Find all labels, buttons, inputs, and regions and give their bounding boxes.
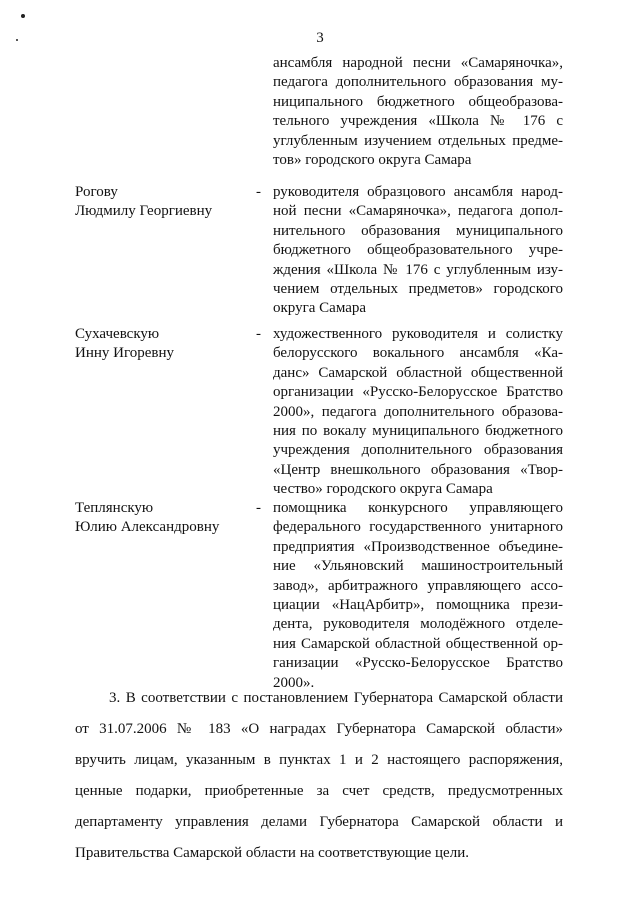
text-line: ансамбля народной песни «Самаряночка», (273, 55, 563, 71)
text-line: учреждения дополнительного образования (273, 442, 563, 459)
awardee-name-line: Сухачевскую (75, 326, 160, 342)
text-line: ждения «Школа № 176 с углубленным изу- (273, 261, 563, 278)
resolution-paragraph-3 (75, 683, 563, 869)
awardee-name (75, 325, 240, 364)
text-line: чество» городского округа Самара (273, 481, 493, 498)
text-line: «Центр внешкольного образования «Твор- (273, 461, 563, 478)
text-line: ния по вокалу муниципального бюджетного (273, 422, 563, 439)
text-line: помощника конкурсного управляющего (273, 500, 563, 516)
scan-speck (21, 14, 25, 18)
text-line: департаменту управления делами Губернатора Самарской области и (75, 814, 563, 830)
text-line: округа Самара (273, 300, 367, 317)
text-line: от 31.07.2006 № 183 «О наградах Губернатора Самарской области» (75, 721, 563, 737)
entry-dash: - (256, 326, 261, 342)
entry-dash: - (256, 500, 261, 516)
awardee-name-line: Юлию Александровну (75, 519, 220, 536)
text-line: чением отдельных предметов» городского (273, 280, 563, 297)
awardee-description (273, 499, 563, 693)
awardee-name-line: Теплянскую (75, 500, 154, 516)
awardee-name-line: Людмилу Георгиевну (75, 203, 213, 220)
text-line: ганизации «Русско-Белорусское Братство (273, 655, 563, 672)
text-line: 3. В соответствии с постановлением Губернатора Самарской области (109, 690, 563, 706)
text-line: углубленным изучением отдельных предме- (273, 132, 563, 149)
continuation-text (273, 54, 563, 170)
text-line: ния Самарской областной общественной ор- (273, 635, 563, 652)
text-line: федерального государственного унитарного (273, 519, 563, 536)
text-line: вручить лицам, указанным в пунктах 1 и 2 настоящего распоряжения, (75, 752, 563, 768)
text-line: бюджетного общеобразовательного учре- (273, 242, 563, 259)
awardee-name-line: Инну Игоревну (75, 345, 175, 362)
text-line: Правительства Самарской области на соответствующие цели. (75, 845, 469, 861)
text-line: ной песни «Самаряночка», педагога допол- (273, 203, 563, 220)
text-line: предприятия «Производственное объедине- (273, 538, 563, 555)
text-line: руководителя образцового ансамбля народ- (273, 184, 563, 200)
text-line: циации «НацАрбитр», помощника прези- (273, 596, 563, 613)
entry-dash: - (256, 184, 261, 200)
text-line: завод», арбитражного управляющего ассо- (273, 577, 563, 594)
text-line: белорусского вокального ансамбля «Ка- (273, 345, 563, 362)
text-line: дента, руководителя молодёжного отделе- (273, 616, 563, 633)
awardee-description (273, 325, 563, 500)
text-line: организации «Русско-Белорусское Братство (273, 384, 563, 401)
awardee-description (273, 183, 563, 319)
text-line: ниципального бюджетного общеобразова- (273, 93, 563, 110)
text-line: тов» городского округа Самара (273, 151, 472, 168)
text-line: тельного учреждения «Школа № 176 с (273, 113, 563, 130)
awardee-name-line: Рогову (75, 184, 118, 200)
text-line: ние «Ульяновский машиностроительный (273, 558, 563, 575)
text-line: художественного руководителя и солистку (273, 326, 563, 342)
awardee-name (75, 499, 240, 538)
text-line: ценные подарки, приобретенные за счет средств, предусмотренных (75, 783, 563, 799)
text-line: данс» Самарской областной общественной (273, 364, 563, 381)
text-line: 2000», педагога дополнительного образова- (273, 403, 563, 420)
text-line: 2000». (273, 674, 315, 691)
text-line: педагога дополнительного образования му- (273, 74, 563, 91)
text-line: нительного образования муниципального (273, 222, 563, 239)
page-number: 3 (316, 30, 324, 46)
awardee-name (75, 183, 240, 222)
